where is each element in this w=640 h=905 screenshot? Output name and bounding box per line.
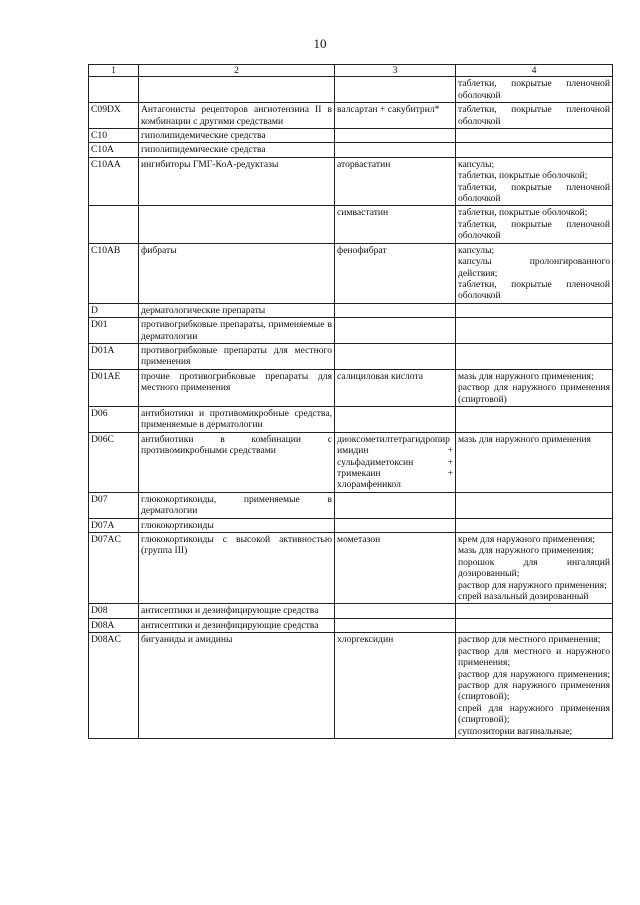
drug-name-cell: аторвастатин (335, 157, 456, 206)
dosage-form-line: раствор для наружного применения; раствор для наружного применения (спиртовой); (458, 668, 610, 703)
dosage-form-line: таблетки, покрытые оболочкой; (458, 207, 588, 219)
drug-name-cell (335, 618, 456, 632)
dosage-form-line: раствор для наружного применения; (458, 579, 607, 591)
dosage-forms-cell (456, 243, 613, 303)
atc-code-cell: C10AA (89, 157, 139, 206)
page-number: 10 (313, 36, 327, 51)
atc-code-cell: D08 (89, 604, 139, 618)
dosage-form-line: мазь для наружного применения (458, 433, 591, 445)
drug-name-cell: валсартан + сакубитрил* (335, 103, 456, 129)
drug-name-cell (335, 318, 456, 344)
dosage-form-line: раствор для местного применения; (458, 634, 601, 646)
header-cell: 4 (456, 65, 613, 77)
drug-name-cell: салициловая кислота (335, 369, 456, 406)
group-name-cell: антисептики и дезинфицирующие средства (139, 604, 335, 618)
atc-code-cell: D07A (89, 518, 139, 532)
dosage-forms-cell (456, 633, 613, 739)
atc-code-cell: D08A (89, 618, 139, 632)
dosage-form-line: капсулы; (458, 158, 495, 170)
dosage-forms-cell (456, 303, 613, 317)
atc-code-cell: C10AB (89, 243, 139, 303)
table-row (89, 318, 613, 344)
drug-name-cell (335, 406, 456, 432)
header-cell: 3 (335, 65, 456, 77)
group-name-cell: бигуаниды и амидины (139, 633, 335, 739)
atc-code-cell: D06 (89, 406, 139, 432)
dosage-forms-cell (456, 206, 613, 243)
drug-name-cell: хлоргексидин (335, 633, 456, 739)
group-name-cell (139, 206, 335, 243)
atc-code-cell (89, 206, 139, 243)
dosage-forms-cell (456, 143, 613, 157)
drug-name-cell (335, 77, 456, 103)
group-name-cell: противогрибковые препараты для местного применения (139, 343, 335, 369)
header-cell: 1 (89, 65, 139, 77)
group-name-cell: противогрибковые препараты, применяемые в дерматологии (139, 318, 335, 344)
dosage-form-line: порошок для ингаляций дозированный; (458, 556, 610, 580)
dosage-forms-cell (456, 157, 613, 206)
dosage-form-line: таблетки, покрытые оболочкой; (458, 170, 588, 182)
table-row (89, 206, 613, 243)
header-cell: 2 (139, 65, 335, 77)
table-row (89, 618, 613, 632)
drug-name-cell: симвастатин (335, 206, 456, 243)
drug-name-cell (335, 129, 456, 143)
dosage-forms-cell (456, 533, 613, 604)
group-name-cell: гиполипидемические средства (139, 129, 335, 143)
dosage-forms-cell (456, 103, 613, 129)
group-name-cell: фибраты (139, 243, 335, 303)
drug-name-cell: диоксометилтетрагидропиримидин + сульфадиметоксин + тримекаин + хлорамфеникол (335, 432, 456, 492)
dosage-form-line: таблетки, покрытые пленочной оболочкой (458, 78, 610, 101)
atc-code-cell: C09DX (89, 103, 139, 129)
table-row (89, 129, 613, 143)
drug-name-cell (335, 143, 456, 157)
group-name-cell: дерматологические препараты (139, 303, 335, 317)
table-row (89, 369, 613, 406)
drug-name-cell (335, 518, 456, 532)
dosage-forms-cell (456, 604, 613, 618)
table-row (89, 492, 613, 518)
atc-code-cell: D08AC (89, 633, 139, 739)
table-row (89, 633, 613, 739)
dosage-forms-cell (456, 129, 613, 143)
medication-table (88, 64, 613, 739)
dosage-form-line: капсулы; (458, 244, 495, 256)
group-name-cell: ингибиторы ГМГ-КоА-редуктазы (139, 157, 335, 206)
drug-name-cell (335, 604, 456, 618)
group-name-cell: глюкокортикоиды с высокой активностью (группа III) (139, 533, 335, 604)
table-row (89, 303, 613, 317)
drug-name-cell: фенофибрат (335, 243, 456, 303)
dosage-form-line: суппозитории вагинальные; (458, 725, 573, 737)
table-row (89, 432, 613, 492)
dosage-form-line: таблетки, покрытые пленочной оболочкой (458, 104, 610, 127)
group-name-cell: глюкокортикоиды (139, 518, 335, 532)
table-row (89, 243, 613, 303)
group-name-cell: глюкокортикоиды, применяемые в дерматологии (139, 492, 335, 518)
table-row (89, 103, 613, 129)
table-row (89, 143, 613, 157)
atc-code-cell (89, 77, 139, 103)
dosage-forms-cell (456, 518, 613, 532)
dosage-form-line: спрей для наружного применения (спиртовой); (458, 702, 610, 726)
group-name-cell: Антагонисты рецепторов ангиотензина II в комбинации с другими средствами (139, 103, 335, 129)
dosage-forms-cell (456, 318, 613, 344)
dosage-form-line: мазь для наружного применения; (458, 370, 594, 382)
drug-name-cell (335, 492, 456, 518)
table-row (89, 77, 613, 103)
dosage-forms-cell (456, 369, 613, 406)
drug-name-cell: мометазон (335, 533, 456, 604)
table-row (89, 518, 613, 532)
atc-code-cell: D (89, 303, 139, 317)
dosage-form-line: раствор для местного и наружного применения; (458, 645, 610, 669)
dosage-forms-cell (456, 406, 613, 432)
group-name-cell: антибиотики и противомикробные средства, применяемые в дерматологии (139, 406, 335, 432)
group-name-cell: антибиотики в комбинации с противомикробными средствами (139, 432, 335, 492)
dosage-form-line: таблетки, покрытые пленочной оболочкой (458, 218, 610, 242)
atc-code-cell: D01A (89, 343, 139, 369)
table-row (89, 157, 613, 206)
dosage-form-line: спрей назальный дозированный (458, 591, 589, 603)
table-header-row (89, 65, 613, 77)
dosage-forms-cell (456, 343, 613, 369)
atc-code-cell: D07AC (89, 533, 139, 604)
dosage-form-line: таблетки, покрытые пленочной оболочкой (458, 278, 610, 302)
table-row (89, 343, 613, 369)
atc-code-cell: C10A (89, 143, 139, 157)
dosage-form-line: крем для наружного применения; (458, 534, 595, 546)
drug-name-cell (335, 303, 456, 317)
table-row (89, 604, 613, 618)
atc-code-cell: D06C (89, 432, 139, 492)
group-name-cell: прочие противогрибковые препараты для местного применения (139, 369, 335, 406)
dosage-forms-cell (456, 618, 613, 632)
dosage-forms-cell (456, 77, 613, 103)
group-name-cell (139, 77, 335, 103)
atc-code-cell: D01AE (89, 369, 139, 406)
dosage-forms-cell (456, 432, 613, 492)
dosage-form-line: капсулы пролонгированного действия; (458, 256, 610, 279)
dosage-forms-cell (456, 492, 613, 518)
atc-code-cell: D01 (89, 318, 139, 344)
table-row (89, 533, 613, 604)
dosage-form-line: мазь для наружного применения; (458, 545, 594, 557)
table-row (89, 406, 613, 432)
group-name-cell: антисептики и дезинфицирующие средства (139, 618, 335, 632)
group-name-cell: гиполипидемические средства (139, 143, 335, 157)
dosage-form-line: раствор для наружного применения (спиртовой) (458, 382, 610, 405)
atc-code-cell: C10 (89, 129, 139, 143)
dosage-form-line: таблетки, покрытые пленочной оболочкой (458, 181, 610, 205)
drug-name-cell (335, 343, 456, 369)
atc-code-cell: D07 (89, 492, 139, 518)
